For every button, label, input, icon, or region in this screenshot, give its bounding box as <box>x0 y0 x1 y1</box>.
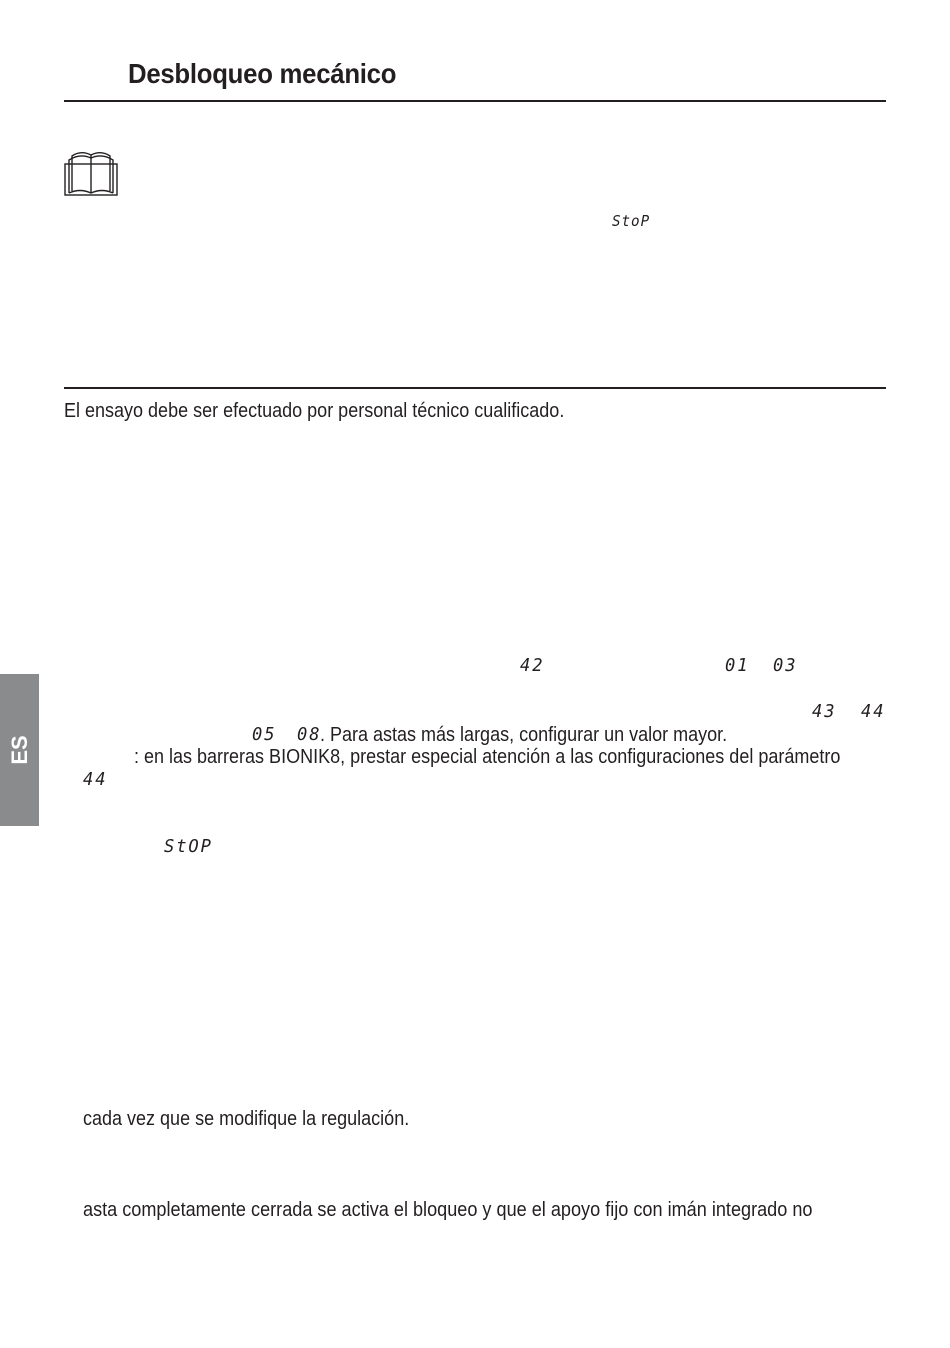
param-code-05: 05 <box>252 724 277 745</box>
regulation-note: cada vez que se modifique la regulación. <box>83 1108 410 1130</box>
stop-code-large: StOP <box>164 836 213 857</box>
param-code-43: 43 <box>812 701 837 722</box>
stop-code-small: StoP <box>612 212 651 230</box>
param-code-44: 44 <box>861 701 886 722</box>
bionik-note: : en las barreras BIONIK8, prestar especial atención a las configuraciones del parámetro <box>134 746 841 768</box>
section-rule <box>64 387 886 389</box>
title-rule <box>64 100 886 102</box>
language-tab-label: ES <box>6 735 32 765</box>
param-code-08: 08 <box>297 724 322 745</box>
longer-booms-text: . Para astas más largas, configurar un valor mayor. <box>320 724 728 746</box>
param-code-01: 01 <box>725 655 750 676</box>
param-code-42: 42 <box>520 655 545 676</box>
language-tab <box>0 674 39 826</box>
open-book-icon <box>64 150 118 196</box>
lock-check-text: asta completamente cerrada se activa el bloqueo y que el apoyo fijo con imán integrado no <box>83 1199 813 1221</box>
test-note: El ensayo debe ser efectuado por personal técnico cualificado. <box>64 400 565 422</box>
page-title: Desbloqueo mecánico <box>128 58 397 89</box>
param-code-03: 03 <box>773 655 798 676</box>
param-code-44-second: 44 <box>83 769 108 790</box>
